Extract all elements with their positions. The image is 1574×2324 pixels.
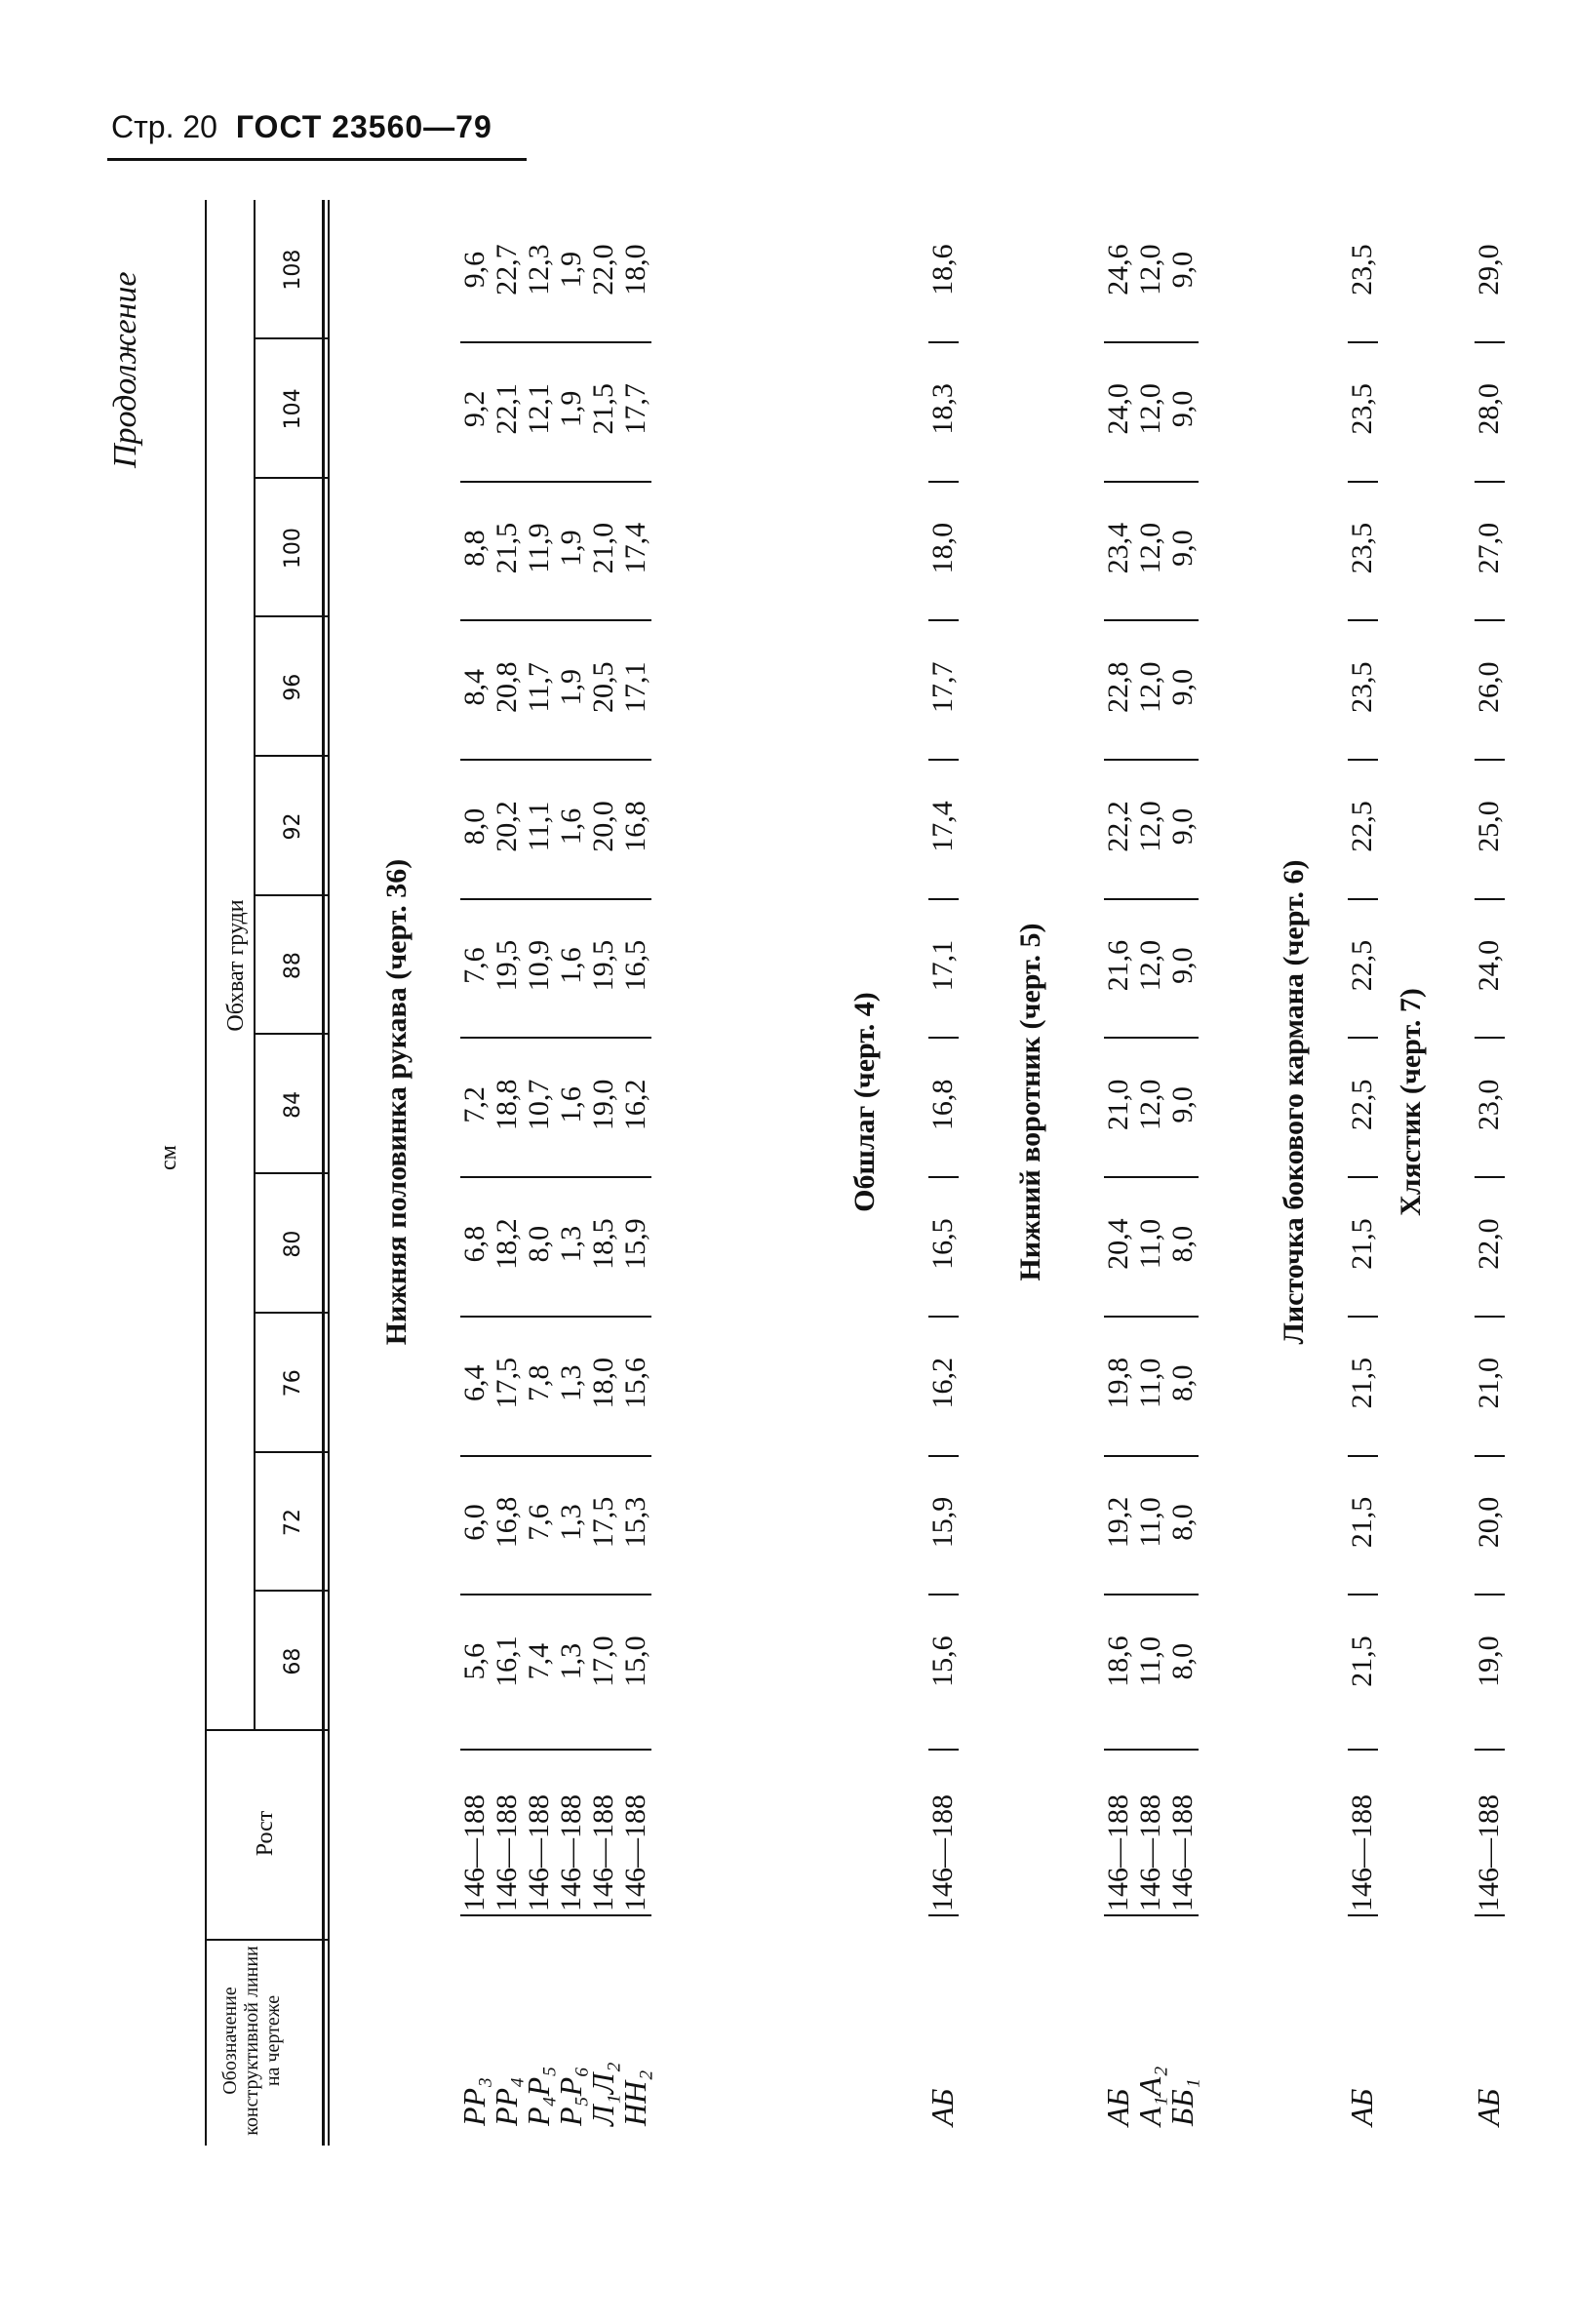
value-cell: 22,8 bbox=[1102, 661, 1134, 714]
size-divider bbox=[256, 894, 330, 896]
value-cell: 15,9 bbox=[926, 1496, 959, 1549]
value-cell: 11,1 bbox=[523, 801, 555, 852]
size-divider bbox=[256, 477, 330, 479]
value-cell: 22,2 bbox=[1102, 801, 1134, 852]
cell-separator bbox=[1104, 1749, 1199, 1751]
size-header: 92 bbox=[281, 812, 305, 841]
value-cell: 18,8 bbox=[491, 1079, 523, 1131]
cell-separator bbox=[460, 1176, 651, 1178]
cell-separator bbox=[1475, 481, 1505, 483]
cell-separator bbox=[1475, 341, 1505, 343]
size-header: 76 bbox=[281, 1369, 305, 1398]
cell-separator bbox=[1104, 1176, 1199, 1178]
size-divider bbox=[256, 1451, 330, 1453]
value-cell: 12,1 bbox=[523, 383, 555, 435]
cell-separator bbox=[928, 619, 959, 621]
cell-separator bbox=[1348, 1038, 1378, 1040]
cell-separator bbox=[460, 759, 651, 761]
value-cell: 8,8 bbox=[458, 530, 491, 567]
height-cell: 146—188 bbox=[491, 1794, 523, 1911]
value-cell: 1,6 bbox=[555, 807, 587, 846]
cell-separator bbox=[1348, 898, 1378, 900]
cell-separator bbox=[1348, 619, 1378, 621]
value-cell: 11,0 bbox=[1134, 1218, 1166, 1270]
designation-cell: PP₄ bbox=[489, 2076, 524, 2126]
value-cell: 23,5 bbox=[1346, 661, 1378, 714]
value-cell: 7,2 bbox=[458, 1086, 491, 1123]
value-cell: 17,5 bbox=[491, 1358, 523, 1409]
section-title: Нижний воротник (черт. 5) bbox=[1014, 923, 1046, 1281]
value-cell: 18,2 bbox=[491, 1218, 523, 1270]
cell-separator bbox=[1475, 1749, 1505, 1751]
value-cell: 12,0 bbox=[1134, 801, 1166, 852]
value-cell: 8,0 bbox=[458, 807, 491, 846]
value-cell: 20,8 bbox=[491, 661, 523, 714]
value-cell: 20,0 bbox=[1473, 1496, 1505, 1549]
value-cell: 5,6 bbox=[458, 1642, 491, 1680]
value-cell: 16,8 bbox=[619, 801, 651, 852]
value-cell: 28,0 bbox=[1473, 383, 1505, 435]
value-cell: 16,5 bbox=[619, 939, 651, 992]
section-title: Листочка бокового кармана (черт. 6) bbox=[1278, 859, 1310, 1345]
cell-separator bbox=[928, 481, 959, 483]
value-cell: 21,5 bbox=[587, 383, 619, 435]
value-cell: 9,0 bbox=[1166, 947, 1199, 984]
value-cell: 1,9 bbox=[555, 669, 587, 706]
value-cell: 1,3 bbox=[555, 1504, 587, 1541]
size-header: 104 bbox=[281, 388, 305, 430]
cell-separator bbox=[1348, 759, 1378, 761]
page-number: Стр. 20 bbox=[111, 109, 217, 144]
cell-separator bbox=[1104, 1038, 1199, 1040]
value-cell: 17,0 bbox=[587, 1635, 619, 1687]
cell-separator bbox=[1104, 759, 1199, 761]
value-cell: 12,0 bbox=[1134, 383, 1166, 435]
value-cell: 15,6 bbox=[619, 1358, 651, 1409]
cell-separator bbox=[1475, 1176, 1505, 1178]
cell-separator bbox=[928, 1176, 959, 1178]
cell-separator bbox=[1475, 898, 1505, 900]
value-cell: 9,6 bbox=[458, 251, 491, 289]
cell-separator bbox=[1104, 1455, 1199, 1457]
cell-separator bbox=[1348, 1176, 1378, 1178]
value-cell: 6,0 bbox=[458, 1504, 491, 1541]
cell-separator bbox=[460, 1038, 651, 1040]
value-cell: 22,0 bbox=[1473, 1218, 1505, 1270]
value-cell: 24,6 bbox=[1102, 244, 1134, 295]
value-cell: 23,5 bbox=[1346, 522, 1378, 574]
value-cell: 21,0 bbox=[1473, 1358, 1505, 1409]
designation-cell: ББ₁ bbox=[1164, 2078, 1200, 2126]
cell-separator bbox=[1475, 1594, 1505, 1595]
value-cell: 7,6 bbox=[458, 947, 491, 984]
cell-separator bbox=[460, 341, 651, 343]
value-cell: 16,1 bbox=[491, 1635, 523, 1687]
value-cell: 16,2 bbox=[619, 1079, 651, 1131]
value-cell: 1,6 bbox=[555, 947, 587, 984]
value-cell: 15,3 bbox=[619, 1496, 651, 1549]
value-cell: 20,4 bbox=[1102, 1218, 1134, 1270]
value-cell: 10,9 bbox=[523, 939, 555, 992]
designation-cell: НН₂ bbox=[617, 2069, 652, 2126]
height-cell: 146—188 bbox=[1346, 1794, 1378, 1911]
size-divider bbox=[256, 337, 330, 339]
cell-separator bbox=[928, 1594, 959, 1595]
height-cell: 146—188 bbox=[587, 1794, 619, 1911]
value-cell: 21,5 bbox=[491, 522, 523, 574]
value-cell: 15,0 bbox=[619, 1635, 651, 1687]
value-cell: 18,0 bbox=[619, 244, 651, 295]
value-cell: 9,0 bbox=[1166, 1086, 1199, 1123]
cell-separator bbox=[928, 1914, 959, 1916]
value-cell: 9,0 bbox=[1166, 530, 1199, 567]
cell-separator bbox=[1475, 1914, 1505, 1916]
value-cell: 8,0 bbox=[1166, 1504, 1199, 1541]
designation-cell: Л₁Л₂ bbox=[585, 2062, 620, 2126]
cell-separator bbox=[928, 1749, 959, 1751]
value-cell: 11,7 bbox=[523, 662, 555, 713]
cell-separator bbox=[928, 759, 959, 761]
height-cell: 146—188 bbox=[1166, 1794, 1199, 1911]
header-rule bbox=[107, 158, 527, 161]
value-cell: 22,5 bbox=[1346, 1079, 1378, 1131]
cell-separator bbox=[928, 1038, 959, 1040]
value-cell: 9,0 bbox=[1166, 669, 1199, 706]
cell-separator bbox=[460, 1749, 651, 1751]
value-cell: 9,2 bbox=[458, 390, 491, 428]
value-cell: 11,0 bbox=[1134, 1635, 1166, 1687]
size-header: 84 bbox=[281, 1090, 305, 1119]
value-cell: 17,4 bbox=[619, 522, 651, 574]
size-header: 88 bbox=[281, 952, 305, 980]
value-cell: 1,3 bbox=[555, 1642, 587, 1680]
value-cell: 18,3 bbox=[926, 383, 959, 435]
value-cell: 23,4 bbox=[1102, 522, 1134, 574]
value-cell: 16,5 bbox=[926, 1218, 959, 1270]
value-cell: 18,5 bbox=[587, 1218, 619, 1270]
value-cell: 11,0 bbox=[1134, 1358, 1166, 1408]
value-cell: 17,4 bbox=[926, 801, 959, 852]
value-cell: 1,9 bbox=[555, 251, 587, 289]
height-cell: 146—188 bbox=[523, 1794, 555, 1911]
standard-number: ГОСТ 23560—79 bbox=[235, 109, 492, 144]
chest-divider bbox=[254, 200, 256, 1731]
cell-separator bbox=[1348, 1455, 1378, 1457]
designation-cell: P₅P₆ bbox=[553, 2066, 588, 2126]
page-header bbox=[111, 109, 492, 145]
value-cell: 12,0 bbox=[1134, 939, 1166, 992]
value-cell: 7,8 bbox=[523, 1364, 555, 1402]
value-cell: 21,0 bbox=[587, 522, 619, 574]
rotated-table-area bbox=[88, 195, 1521, 2146]
size-divider bbox=[256, 615, 330, 617]
height-cell: 146—188 bbox=[458, 1794, 491, 1911]
value-cell: 9,0 bbox=[1166, 390, 1199, 428]
value-cell: 17,1 bbox=[926, 939, 959, 992]
size-divider bbox=[256, 1312, 330, 1314]
cell-separator bbox=[1104, 619, 1199, 621]
cell-separator bbox=[460, 481, 651, 483]
chest-header: Обхват груди bbox=[223, 899, 249, 1032]
designation-divider bbox=[205, 1939, 330, 1941]
value-cell: 23,5 bbox=[1346, 244, 1378, 295]
value-cell: 1,9 bbox=[555, 390, 587, 428]
cell-separator bbox=[460, 1316, 651, 1318]
size-divider bbox=[256, 1034, 330, 1036]
value-cell: 20,5 bbox=[587, 661, 619, 714]
section-title: Хлястик (черт. 7) bbox=[1395, 988, 1427, 1216]
height-cell: 146—188 bbox=[1473, 1794, 1505, 1911]
cell-separator bbox=[1104, 481, 1199, 483]
table-top-rule bbox=[205, 200, 207, 2146]
value-cell: 25,0 bbox=[1473, 801, 1505, 852]
height-cell: 146—188 bbox=[1102, 1794, 1134, 1911]
value-cell: 8,0 bbox=[1166, 1364, 1199, 1402]
size-divider bbox=[256, 1172, 330, 1174]
value-cell: 8,0 bbox=[1166, 1225, 1199, 1263]
cell-separator bbox=[1475, 1316, 1505, 1318]
value-cell: 23,5 bbox=[1346, 383, 1378, 435]
value-cell: 18,0 bbox=[926, 522, 959, 574]
cell-separator bbox=[460, 1594, 651, 1595]
value-cell: 12,0 bbox=[1134, 522, 1166, 574]
value-cell: 17,1 bbox=[619, 661, 651, 714]
designation-cell: АБ bbox=[1344, 2088, 1379, 2126]
cell-separator bbox=[1104, 341, 1199, 343]
value-cell: 7,6 bbox=[523, 1504, 555, 1541]
value-cell: 12,0 bbox=[1134, 1079, 1166, 1131]
value-cell: 21,5 bbox=[1346, 1218, 1378, 1270]
value-cell: 8,0 bbox=[1166, 1642, 1199, 1680]
value-cell: 6,8 bbox=[458, 1225, 491, 1263]
cell-separator bbox=[1348, 1914, 1378, 1916]
cell-separator bbox=[1475, 619, 1505, 621]
value-cell: 11,9 bbox=[523, 523, 555, 573]
value-cell: 26,0 bbox=[1473, 661, 1505, 714]
size-header: 80 bbox=[281, 1230, 305, 1258]
designation-cell: АБ bbox=[925, 2088, 960, 2126]
cell-separator bbox=[460, 1914, 651, 1916]
value-cell: 7,4 bbox=[523, 1642, 555, 1680]
cell-separator bbox=[1475, 1455, 1505, 1457]
value-cell: 27,0 bbox=[1473, 522, 1505, 574]
value-cell: 1,9 bbox=[555, 530, 587, 567]
height-cell: 146—188 bbox=[1134, 1794, 1166, 1911]
value-cell: 22,7 bbox=[491, 244, 523, 295]
value-cell: 16,8 bbox=[491, 1496, 523, 1549]
height-cell: 146—188 bbox=[926, 1794, 959, 1911]
value-cell: 11,0 bbox=[1134, 1497, 1166, 1548]
value-cell: 19,8 bbox=[1102, 1358, 1134, 1409]
value-cell: 18,6 bbox=[1102, 1635, 1134, 1687]
value-cell: 29,0 bbox=[1473, 244, 1505, 295]
value-cell: 19,5 bbox=[491, 939, 523, 992]
continuation-label: Продолжение bbox=[107, 271, 143, 468]
cell-separator bbox=[928, 898, 959, 900]
size-header: 68 bbox=[281, 1647, 305, 1675]
value-cell: 20,2 bbox=[491, 801, 523, 852]
value-cell: 18,6 bbox=[926, 244, 959, 295]
cell-separator bbox=[1104, 898, 1199, 900]
designation-header: Обозначение конструктивной линии на чертеже bbox=[219, 1946, 284, 2136]
value-cell: 8,4 bbox=[458, 669, 491, 706]
value-cell: 15,9 bbox=[619, 1218, 651, 1270]
cell-separator bbox=[928, 1316, 959, 1318]
size-divider bbox=[256, 1590, 330, 1592]
value-cell: 21,5 bbox=[1346, 1496, 1378, 1549]
value-cell: 12,0 bbox=[1134, 244, 1166, 295]
size-divider bbox=[256, 755, 330, 757]
value-cell: 17,5 bbox=[587, 1496, 619, 1549]
value-cell: 16,8 bbox=[926, 1079, 959, 1131]
unit-label: см bbox=[156, 1145, 181, 1170]
value-cell: 19,5 bbox=[587, 939, 619, 992]
size-header: 108 bbox=[281, 249, 305, 291]
value-cell: 19,0 bbox=[1473, 1635, 1505, 1687]
designation-cell: АБ bbox=[1471, 2088, 1506, 2126]
value-cell: 1,6 bbox=[555, 1086, 587, 1123]
value-cell: 17,7 bbox=[926, 661, 959, 714]
value-cell: 22,0 bbox=[587, 244, 619, 295]
value-cell: 22,5 bbox=[1346, 801, 1378, 852]
cell-separator bbox=[1348, 1316, 1378, 1318]
value-cell: 24,0 bbox=[1102, 383, 1134, 435]
value-cell: 6,4 bbox=[458, 1364, 491, 1402]
value-cell: 22,1 bbox=[491, 383, 523, 435]
cell-separator bbox=[1348, 341, 1378, 343]
value-cell: 9,0 bbox=[1166, 251, 1199, 289]
cell-separator bbox=[460, 898, 651, 900]
value-cell: 17,7 bbox=[619, 383, 651, 435]
designation-cell: АБ bbox=[1100, 2088, 1135, 2126]
value-cell: 23,0 bbox=[1473, 1079, 1505, 1131]
cell-separator bbox=[1348, 481, 1378, 483]
section-title: Обшлаг (черт. 4) bbox=[848, 992, 881, 1212]
value-cell: 12,0 bbox=[1134, 661, 1166, 714]
value-cell: 21,6 bbox=[1102, 939, 1134, 992]
cell-separator bbox=[1475, 1038, 1505, 1040]
cell-separator bbox=[928, 341, 959, 343]
height-header: Рост bbox=[253, 1810, 278, 1857]
cell-separator bbox=[1348, 1594, 1378, 1595]
value-cell: 16,2 bbox=[926, 1358, 959, 1409]
cell-separator bbox=[1104, 1316, 1199, 1318]
cell-separator bbox=[1104, 1914, 1199, 1916]
value-cell: 21,0 bbox=[1102, 1079, 1134, 1131]
section-title: Нижняя половинка рукава (черт. 36) bbox=[380, 858, 413, 1346]
height-cell: 146—188 bbox=[555, 1794, 587, 1911]
cell-separator bbox=[1475, 759, 1505, 761]
value-cell: 21,5 bbox=[1346, 1358, 1378, 1409]
value-cell: 12,3 bbox=[523, 244, 555, 295]
designation-cell: PP₃ bbox=[456, 2076, 492, 2126]
size-header: 72 bbox=[281, 1508, 305, 1536]
size-header: 96 bbox=[281, 673, 305, 701]
cell-separator bbox=[928, 1455, 959, 1457]
value-cell: 15,6 bbox=[926, 1635, 959, 1687]
value-cell: 21,5 bbox=[1346, 1635, 1378, 1687]
value-cell: 24,0 bbox=[1473, 939, 1505, 992]
value-cell: 1,3 bbox=[555, 1364, 587, 1402]
value-cell: 19,2 bbox=[1102, 1496, 1134, 1549]
designation-cell: А₁А₂ bbox=[1132, 2066, 1167, 2126]
value-cell: 18,0 bbox=[587, 1358, 619, 1409]
cell-separator bbox=[1348, 1749, 1378, 1751]
cell-separator bbox=[1104, 1594, 1199, 1595]
value-cell: 22,5 bbox=[1346, 939, 1378, 992]
height-cell: 146—188 bbox=[619, 1794, 651, 1911]
value-cell: 8,0 bbox=[523, 1225, 555, 1263]
cell-separator bbox=[460, 619, 651, 621]
value-cell: 9,0 bbox=[1166, 807, 1199, 846]
size-header: 100 bbox=[281, 528, 305, 570]
value-cell: 20,0 bbox=[587, 801, 619, 852]
designation-cell: P₄P₅ bbox=[521, 2066, 556, 2126]
value-cell: 19,0 bbox=[587, 1079, 619, 1131]
cell-separator bbox=[460, 1455, 651, 1457]
value-cell: 1,3 bbox=[555, 1225, 587, 1263]
value-cell: 10,7 bbox=[523, 1079, 555, 1131]
